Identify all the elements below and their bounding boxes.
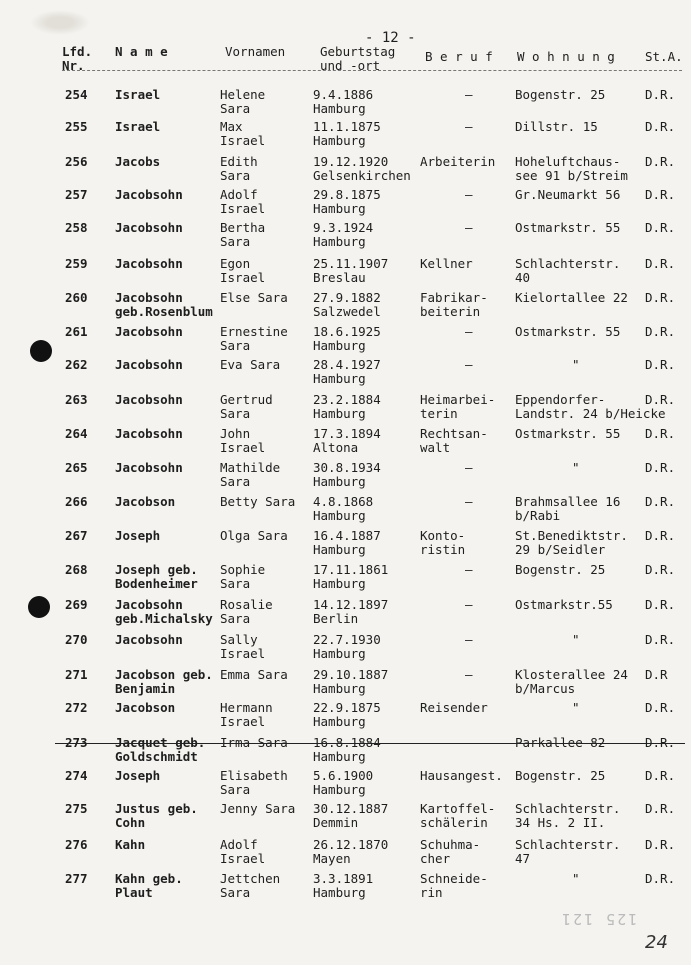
row-address: Ostmarkstr. 55 bbox=[515, 324, 621, 339]
row-birth: 4.8.1868 Hamburg bbox=[313, 494, 374, 523]
row-citizenship: D.R. bbox=[645, 460, 676, 475]
row-citizenship: D.R. bbox=[645, 494, 676, 509]
row-birth: 27.9.1882 Salzwedel bbox=[313, 290, 381, 319]
row-occupation: – bbox=[465, 87, 473, 102]
row-number: 263 bbox=[65, 392, 88, 407]
row-given-names: Emma Sara bbox=[220, 667, 288, 682]
row-citizenship: D.R. bbox=[645, 871, 676, 886]
header-rule bbox=[62, 70, 682, 71]
row-occupation: – bbox=[465, 597, 473, 612]
punch-hole-top bbox=[30, 340, 52, 362]
row-surname: Joseph bbox=[115, 528, 161, 543]
row-number: 254 bbox=[65, 87, 88, 102]
row-surname: Jacobsohn bbox=[115, 324, 183, 339]
row-occupation: – bbox=[465, 460, 473, 475]
row-given-names: Hermann Israel bbox=[220, 700, 273, 729]
row-occupation: Fabrikar- beiterin bbox=[420, 290, 488, 319]
row-surname: Jacobsohn bbox=[115, 357, 183, 372]
row-surname: Justus geb. Cohn bbox=[115, 801, 198, 830]
archive-stamp: 125 121 bbox=[560, 910, 638, 928]
row-occupation: Kellner bbox=[420, 256, 473, 271]
row-surname: Jacobson bbox=[115, 700, 176, 715]
folio-number: 24 bbox=[645, 932, 668, 953]
row-citizenship: D.R. bbox=[645, 392, 676, 407]
row-given-names: Sally Israel bbox=[220, 632, 266, 661]
row-address: Bogenstr. 25 bbox=[515, 768, 606, 783]
row-given-names: Egon Israel bbox=[220, 256, 266, 285]
row-given-names: Mathilde Sara bbox=[220, 460, 281, 489]
row-number: 267 bbox=[65, 528, 88, 543]
row-address: Klosterallee 24 b/Marcus bbox=[515, 667, 628, 696]
row-given-names: Adolf Israel bbox=[220, 187, 266, 216]
header-beruf: B e r u f bbox=[425, 49, 493, 64]
row-given-names: Ernestine Sara bbox=[220, 324, 288, 353]
row-occupation: Heimarbei- terin bbox=[420, 392, 496, 421]
row-surname: Israel bbox=[115, 87, 161, 102]
row-occupation: – bbox=[465, 187, 473, 202]
row-citizenship: D.R. bbox=[645, 562, 676, 577]
row-birth: 23.2.1884 Hamburg bbox=[313, 392, 381, 421]
header-name: N a m e bbox=[115, 44, 168, 59]
row-given-names: Gertrud Sara bbox=[220, 392, 273, 421]
row-surname: Jacobs bbox=[115, 154, 161, 169]
row-birth: 26.12.1870 Mayen bbox=[313, 837, 389, 866]
row-surname: Israel bbox=[115, 119, 161, 134]
row-occupation: – bbox=[465, 494, 473, 509]
row-given-names: Elisabeth Sara bbox=[220, 768, 288, 797]
row-occupation: Arbeiterin bbox=[420, 154, 496, 169]
row-birth: 25.11.1907 Breslau bbox=[313, 256, 389, 285]
row-citizenship: D.R bbox=[645, 667, 668, 682]
row-citizenship: D.R. bbox=[645, 87, 676, 102]
header-geburt: Geburtstag und -ort bbox=[320, 44, 396, 73]
row-birth: 9.3.1924 Hamburg bbox=[313, 220, 374, 249]
row-birth: 30.8.1934 Hamburg bbox=[313, 460, 381, 489]
row-number: 260 bbox=[65, 290, 88, 305]
row-occupation: Rechtsan- walt bbox=[420, 426, 488, 455]
row-address: " bbox=[572, 871, 580, 886]
row-number: 268 bbox=[65, 562, 88, 577]
row-citizenship: D.R. bbox=[645, 768, 676, 783]
row-address: Dillstr. 15 bbox=[515, 119, 598, 134]
row-citizenship: D.R. bbox=[645, 187, 676, 202]
row-surname: Jacobsohn bbox=[115, 632, 183, 647]
row-given-names: Max Israel bbox=[220, 119, 266, 148]
row-given-names: Sophie Sara bbox=[220, 562, 266, 591]
row-given-names: Olga Sara bbox=[220, 528, 288, 543]
row-birth: 17.3.1894 Altona bbox=[313, 426, 381, 455]
row-surname: Jacobsohn geb.Michalsky bbox=[115, 597, 213, 626]
row-given-names: Jettchen Sara bbox=[220, 871, 281, 900]
row-number: 261 bbox=[65, 324, 88, 339]
row-birth: 22.9.1875 Hamburg bbox=[313, 700, 381, 729]
row-citizenship: D.R. bbox=[645, 290, 676, 305]
row-number: 264 bbox=[65, 426, 88, 441]
row-citizenship: D.R. bbox=[645, 837, 676, 852]
row-occupation: – bbox=[465, 220, 473, 235]
row-given-names: Adolf Israel bbox=[220, 837, 266, 866]
row-birth: 28.4.1927 Hamburg bbox=[313, 357, 381, 386]
row-address: " bbox=[572, 460, 580, 475]
row-number: 259 bbox=[65, 256, 88, 271]
row-given-names: Bertha Sara bbox=[220, 220, 266, 249]
row-given-names: Eva Sara bbox=[220, 357, 281, 372]
row-citizenship: D.R. bbox=[645, 528, 676, 543]
row-number: 265 bbox=[65, 460, 88, 475]
row-number: 262 bbox=[65, 357, 88, 372]
row-occupation: – bbox=[465, 667, 473, 682]
row-citizenship: D.R. bbox=[645, 154, 676, 169]
row-address: Brahmsallee 16 b/Rabi bbox=[515, 494, 621, 523]
row-birth: 3.3.1891 Hamburg bbox=[313, 871, 374, 900]
row-occupation: Schneide- rin bbox=[420, 871, 488, 900]
row-address: Gr.Neumarkt 56 bbox=[515, 187, 621, 202]
row-surname: Joseph geb. Bodenheimer bbox=[115, 562, 198, 591]
row-given-names: Jenny Sara bbox=[220, 801, 296, 816]
row-address: " bbox=[572, 357, 580, 372]
row-given-names: Edith Sara bbox=[220, 154, 258, 183]
row-address: " bbox=[572, 700, 580, 715]
row-birth: 22.7.1930 Hamburg bbox=[313, 632, 381, 661]
row-surname: Jacobsohn bbox=[115, 187, 183, 202]
row-surname: Jacobsohn bbox=[115, 392, 183, 407]
row-number: 271 bbox=[65, 667, 88, 682]
row-citizenship: D.R. bbox=[645, 119, 676, 134]
row-number: 258 bbox=[65, 220, 88, 235]
page-number: - 12 - bbox=[365, 30, 416, 46]
row-birth: 19.12.1920 Gelsenkirchen bbox=[313, 154, 411, 183]
row-occupation: Hausangest. bbox=[420, 768, 503, 783]
row-birth: 11.1.1875 Hamburg bbox=[313, 119, 381, 148]
header-staatsangehoerigkeit: St.A. bbox=[645, 49, 683, 64]
row-address: Schlachterstr. 34 Hs. 2 II. bbox=[515, 801, 621, 830]
row-citizenship: D.R. bbox=[645, 357, 676, 372]
row-address: Schlachterstr. 47 bbox=[515, 837, 621, 866]
row-address: Ostmarkstr. 55 bbox=[515, 220, 621, 235]
row-occupation: Kartoffel- schälerin bbox=[420, 801, 496, 830]
row-citizenship: D.R. bbox=[645, 426, 676, 441]
strikethrough-line bbox=[55, 743, 685, 744]
row-address: Bogenstr. 25 bbox=[515, 87, 606, 102]
row-surname: Jacobsohn geb.Rosenblum bbox=[115, 290, 213, 319]
row-address: Eppendorfer- Landstr. 24 b/Heicke bbox=[515, 392, 666, 421]
row-birth: 14.12.1897 Berlin bbox=[313, 597, 389, 626]
row-occupation: – bbox=[465, 562, 473, 577]
row-birth: 18.6.1925 Hamburg bbox=[313, 324, 381, 353]
header-wohnung: W o h n u n g bbox=[517, 49, 615, 64]
row-number: 255 bbox=[65, 119, 88, 134]
row-number: 256 bbox=[65, 154, 88, 169]
row-address: Kielortallee 22 bbox=[515, 290, 628, 305]
row-occupation: Konto- ristin bbox=[420, 528, 466, 557]
row-citizenship: D.R. bbox=[645, 597, 676, 612]
row-number: 277 bbox=[65, 871, 88, 886]
row-number: 275 bbox=[65, 801, 88, 816]
row-address: Ostmarkstr.55 bbox=[515, 597, 613, 612]
row-address: Parkallee 82 bbox=[515, 735, 606, 750]
row-birth: 9.4.1886 Hamburg bbox=[313, 87, 374, 116]
row-number: 270 bbox=[65, 632, 88, 647]
row-birth: 29.8.1875 Hamburg bbox=[313, 187, 381, 216]
header-vornamen: Vornamen bbox=[225, 44, 286, 59]
row-address: " bbox=[572, 632, 580, 647]
row-number: 273 bbox=[65, 735, 88, 750]
punch-hole-bottom bbox=[28, 596, 50, 618]
row-occupation: Schuhma- cher bbox=[420, 837, 481, 866]
row-birth: 17.11.1861 Hamburg bbox=[313, 562, 389, 591]
row-surname: Kahn bbox=[115, 837, 146, 852]
row-occupation: – bbox=[465, 357, 473, 372]
row-number: 272 bbox=[65, 700, 88, 715]
row-address: Bogenstr. 25 bbox=[515, 562, 606, 577]
row-birth: 30.12.1887 Demmin bbox=[313, 801, 389, 830]
row-citizenship: D.R. bbox=[645, 801, 676, 816]
row-number: 274 bbox=[65, 768, 88, 783]
row-address: St.Benediktstr. 29 b/Seidler bbox=[515, 528, 628, 557]
row-occupation: – bbox=[465, 632, 473, 647]
row-birth: 5.6.1900 Hamburg bbox=[313, 768, 374, 797]
row-given-names: John Israel bbox=[220, 426, 266, 455]
row-occupation: Reisender bbox=[420, 700, 488, 715]
row-surname: Jacobson bbox=[115, 494, 176, 509]
row-surname: Jacobsohn bbox=[115, 220, 183, 235]
row-citizenship: D.R. bbox=[645, 632, 676, 647]
row-address: Ostmarkstr. 55 bbox=[515, 426, 621, 441]
row-surname: Joseph bbox=[115, 768, 161, 783]
row-occupation: – bbox=[465, 119, 473, 134]
row-citizenship: D.R. bbox=[645, 324, 676, 339]
row-citizenship: D.R. bbox=[645, 700, 676, 715]
row-surname: Kahn geb. Plaut bbox=[115, 871, 183, 900]
header-lfd-nr: Lfd. Nr. bbox=[62, 44, 93, 73]
row-given-names: Betty Sara bbox=[220, 494, 296, 509]
row-given-names: Irma Sara bbox=[220, 735, 288, 750]
row-address: Schlachterstr. 40 bbox=[515, 256, 621, 285]
row-occupation: – bbox=[465, 324, 473, 339]
row-address: Hoheluftchaus- see 91 b/Streim bbox=[515, 154, 628, 183]
row-number: 276 bbox=[65, 837, 88, 852]
row-number: 257 bbox=[65, 187, 88, 202]
row-surname: Jacobsohn bbox=[115, 256, 183, 271]
paper-stain bbox=[30, 10, 90, 35]
row-number: 266 bbox=[65, 494, 88, 509]
row-surname: Jacobsohn bbox=[115, 426, 183, 441]
row-citizenship: D.R. bbox=[645, 735, 676, 750]
row-given-names: Helene Sara bbox=[220, 87, 266, 116]
row-number: 269 bbox=[65, 597, 88, 612]
row-given-names: Rosalie Sara bbox=[220, 597, 273, 626]
row-citizenship: D.R. bbox=[645, 256, 676, 271]
row-birth: 29.10.1887 Hamburg bbox=[313, 667, 389, 696]
row-given-names: Else Sara bbox=[220, 290, 288, 305]
row-surname: Jacquet geb. Goldschmidt bbox=[115, 735, 206, 764]
row-birth: 16.4.1887 Hamburg bbox=[313, 528, 381, 557]
row-surname: Jacobson geb. Benjamin bbox=[115, 667, 213, 696]
row-surname: Jacobsohn bbox=[115, 460, 183, 475]
row-birth: 16.8.1884 Hamburg bbox=[313, 735, 381, 764]
row-citizenship: D.R. bbox=[645, 220, 676, 235]
